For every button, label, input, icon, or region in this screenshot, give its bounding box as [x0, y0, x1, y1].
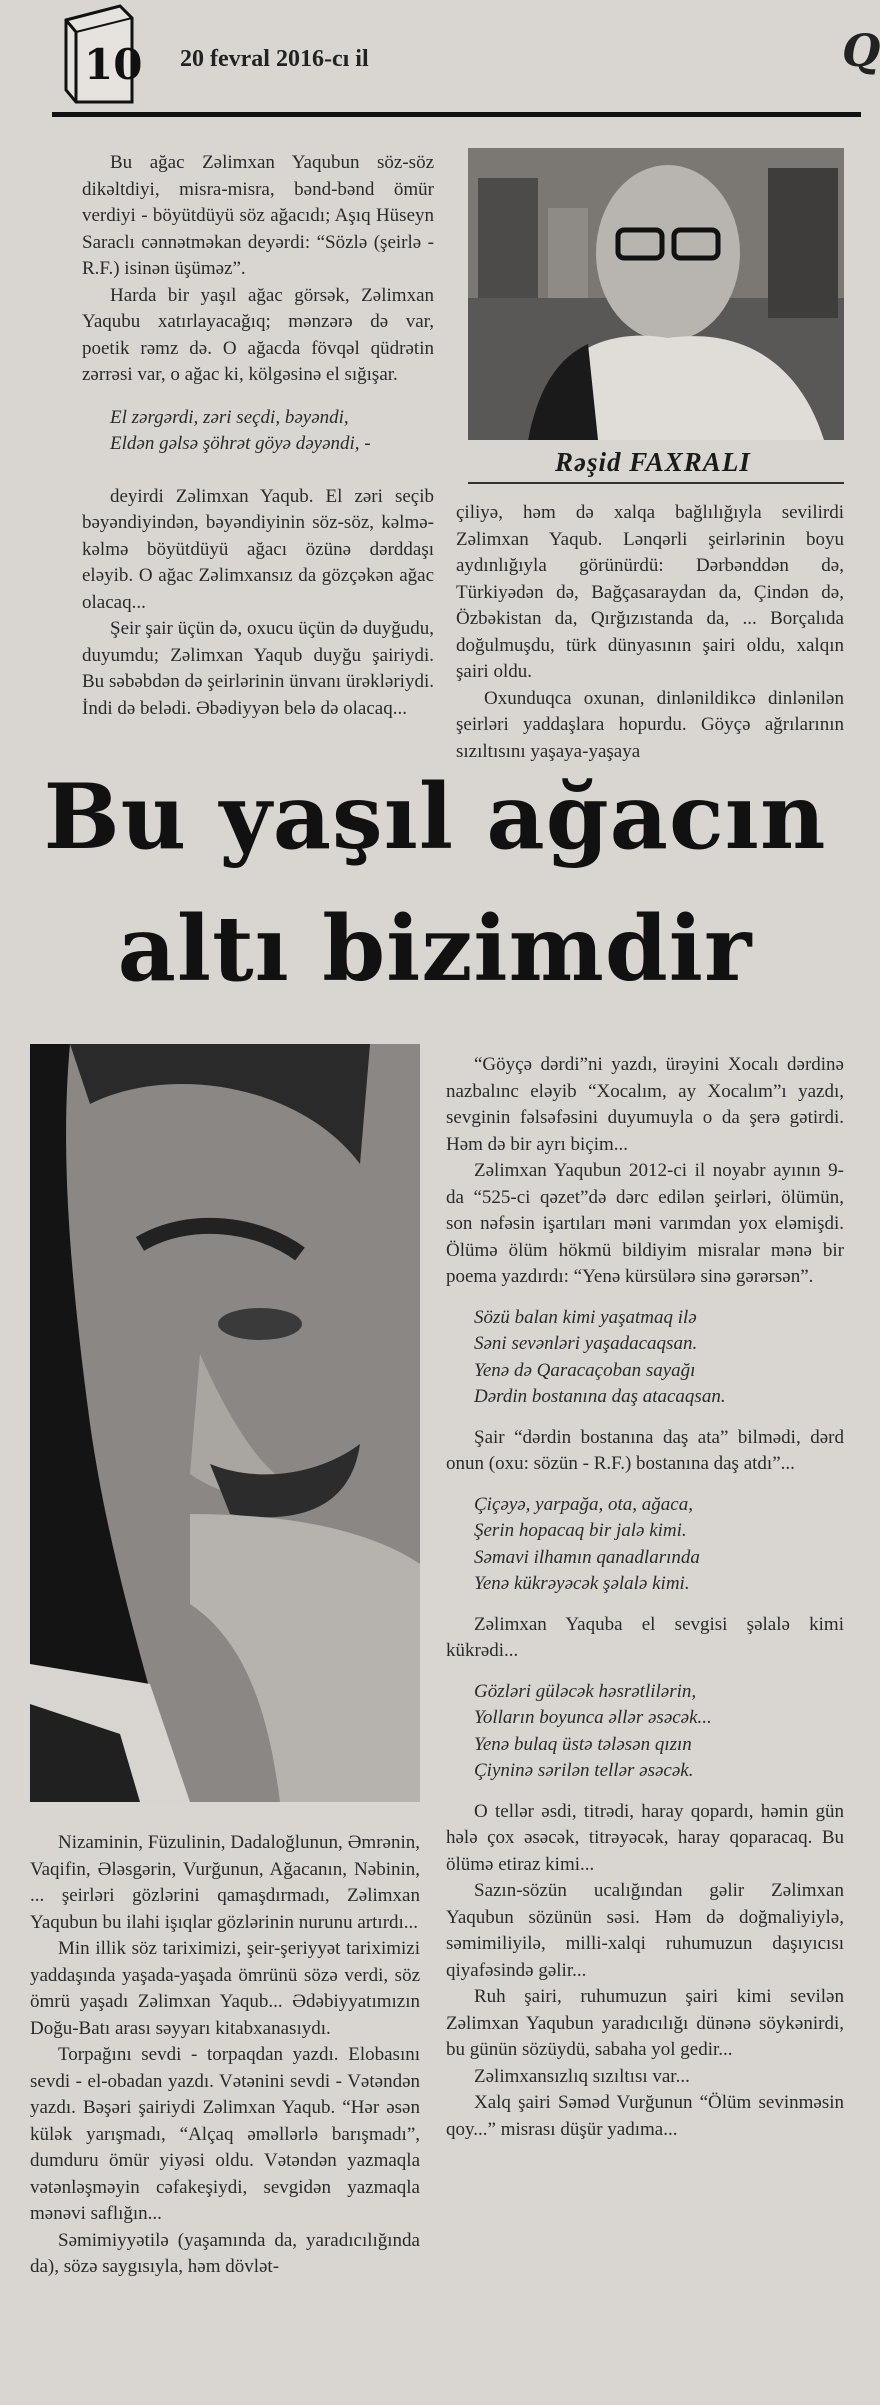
- verse-line: Sözü balan kimi yaşatmaq ilə: [474, 1306, 697, 1328]
- header-rule: [52, 112, 861, 117]
- verse-line: El zərgərdi, zəri seçdi, bəyəndi,: [110, 406, 349, 428]
- issue-date: 20 fevral 2016-cı il: [180, 46, 369, 72]
- paragraph: Min illik söz tariximizi, şeir-şeriyyət tariximizi yaddaşında yaşada-yaşada ömrünü sözə verdi, söz ömrü yaşadı Zəlimxan Yaqub... Ədəbiyyatımızın Doğu-Batı arası səyyarı kitabxanasıydı.: [30, 1938, 420, 2039]
- author-photo: [468, 148, 844, 440]
- paragraph: Zəlimxansızlıq sızıltısı var...: [474, 2065, 690, 2087]
- paragraph: Şeir şair üçün də, oxucu üçün də duyğudu, duyumdu; Zəlimxan Yaqub duyğu şairiydi. Bu səbəbdən də şeirlərinin ünvanı ürəkləriydi. İndi də belədi. Əbədiyyən belə də olacaq...: [82, 618, 434, 719]
- verse-line: Səmavi ilhamın qanadlarında: [474, 1546, 700, 1568]
- paragraph: Oxunduqca oxunan, dinlənildikcə dinlənilən şeirləri yaddaşlara hopurdu. Göyçə ağrılarının sızıltısını yaşaya-yaşaya: [456, 687, 844, 762]
- paragraph: Zəlimxan Yaqubun 2012-ci il noyabr ayının 9-da “525-ci qəzet”də dərc edilən şeirləri, ölümün, son nəfəsin işartıları məni varımdan yox eləmişdi. Ölümə ölüm hökmü bildiyim misralar mənə bir poema yazdırdı: “Yenə kürsülərə sinə gərərsən”.: [446, 1160, 844, 1287]
- paragraph: Səmimiyyətilə (yaşamında da, yaradıcılığında da), sözə saygısıyla, həm dövlət-: [30, 2229, 420, 2277]
- bottom-right-column: [446, 1052, 844, 2143]
- poet-portrait-photo: [30, 1044, 420, 1802]
- paragraph: çiliyə, həm də xalqa bağlılığıyla sevilirdi Zəlimxan Yaqub. Lənqərli şeirlərinin boyu aydınlığıyla görünürdü: Dərbənddən də, Türkiyədən də, Bağçasaraydan da, Çindən də, Özbəkistan da, Qırğızıstanda da, ... Borçalıda doğulmuşdu, türk dünyasının şairi oldu, xalqın şairi oldu.: [456, 502, 844, 682]
- paragraph: Sazın-sözün ucalığından gəlir Zəlimxan Yaqubun sözünün səsi. Həm də doğmaliyiylə, səmimiliyilə, milli-xalqi ruhumuzun daşıyıcısı qiyafəsində gəlir...: [446, 1880, 844, 1981]
- author-rule: [468, 482, 844, 484]
- verse-line: Yenə kükrəyəcək şəlalə kimi.: [474, 1573, 690, 1594]
- masthead-edge-letter: Q: [842, 26, 880, 77]
- page-number: 10: [84, 40, 143, 89]
- paragraph: Nizaminin, Füzulinin, Dadaloğlunun, Əmrənin, Vaqifin, Ələsgərin, Vurğunun, Ağacanın, Nəbinin, ... şeirləri gözlərini qamaşdırmadı, Zəlimxan Yaqubun bu ilahi işıqlar gözlərinin nurunu artırdı...: [30, 1832, 420, 1933]
- verse-line: Çiçəyə, yarpağa, ota, ağaca,: [474, 1493, 693, 1515]
- paragraph: Harda bir yaşıl ağac görsək, Zəlimxan Yaqubu xatırlayacağıq; mənzərə də var, poetik rəmz də. O ağacda fövqəl qüdrətin zərrəsi var, o ağac ki, kölgəsinə el sığışar.: [82, 284, 434, 385]
- paragraph: Torpağını sevdi - torpaqdan yazdı. Elobasını sevdi - el-obadan yazdı. Vətənini sevdi - Vətəndən yazdı. Bəşəri şairiydi Zəlimxan Yaqub. “Hər əsən külək yarışmadı, “Alçaq əməllərlə barışmadı”, dumduru ömür yiyəsi oldu. Vətəndən yazmaqla vətənləşməyin cəfakeşiydi, sevgidən yazmaqla mənəvi saflığın...: [30, 2044, 420, 2224]
- verse-line: Eldən gəlsə şöhrət göyə dəyəndi, -: [110, 433, 371, 454]
- verse-line: Gözləri güləcək həsrətlilərin,: [474, 1680, 697, 1702]
- verse-line: Yenə bulaq üstə tələsən qızın: [474, 1733, 692, 1755]
- bottom-left-column: [30, 1830, 420, 2281]
- top-left-column: [82, 150, 434, 722]
- paragraph: Ruh şairi, ruhumuzun şairi kimi sevilən Zəlimxan Yaqubun yaradıcılığı dünənə söykənirdi, bu günün sözüydü, sabaha yol gedir...: [446, 1986, 844, 2060]
- paragraph: deyirdi Zəlimxan Yaqub. El zəri seçib bəyəndiyindən, bəyəndiyinin söz-söz, kəlmə-kəlmə böyütdüyü ağacı özünə dərddaşı eləyib. O ağac Zəlimxansız da gözçəkən ağac olacaq...: [82, 485, 434, 613]
- author-name: Rəşid FAXRALI: [555, 447, 751, 477]
- paragraph: Şair “dərdin bostanına daş ata” bilmədi, dərd onun (oxu: sözün - R.F.) bostanına daş atdı”...: [446, 1426, 844, 1474]
- verse-line: Yolların boyunca əllər əsəcək...: [474, 1707, 712, 1728]
- verse-line: Dərdin bostanına daş atacaqsan.: [474, 1386, 726, 1407]
- verse-line: Səni sevənləri yaşadacaqsan.: [474, 1333, 698, 1354]
- verse-line: Şerin hopacaq bir jalə kimi.: [474, 1520, 687, 1541]
- headline-line-1: Bu yaşıl ağacın: [43, 764, 827, 870]
- verse-line: Çiyninə sərilən tellər əsəcək.: [474, 1760, 694, 1781]
- paragraph: Zəlimxan Yaquba el sevgisi şəlalə kimi kükrədi...: [446, 1613, 844, 1661]
- paragraph: Xalq şairi Səməd Vurğunun “Ölüm sevinməsin qoy...” misrası düşür yadıma...: [446, 2092, 844, 2140]
- paragraph: O tellər əsdi, titrədi, haray qopardı, həmin gün hələ çox əsəcək, titrəyəcək, haray qoparacaq. Bu ölümə etiraz kimi...: [446, 1800, 844, 1875]
- verse-line: Yenə də Qaracaçoban sayağı: [474, 1359, 696, 1381]
- paragraph: Bu ağac Zəlimxan Yaqubun söz-söz dikəltdiyi, misra-misra, bənd-bənd ömür verdiyi - böyütdüyü söz ağacıdı; Aşıq Hüseyn Saraclı cənnətməkan deyərdi: “Sözlə (şeirlə - R.F.) isinən üşüməz”.: [82, 152, 434, 279]
- paragraph: “Göyçə dərdi”ni yazdı, ürəyini Xocalı dərdinə nazbalınc eləyib “Xocalım, ay Xocalım”ı yazdı, sevginin fəlsəfəsini duyumuyla o da şerə gətirdi. Həm də bir ayrı biçim...: [446, 1054, 844, 1155]
- top-right-column: [456, 500, 844, 765]
- headline-line-2: altı bizimdir: [117, 896, 753, 1002]
